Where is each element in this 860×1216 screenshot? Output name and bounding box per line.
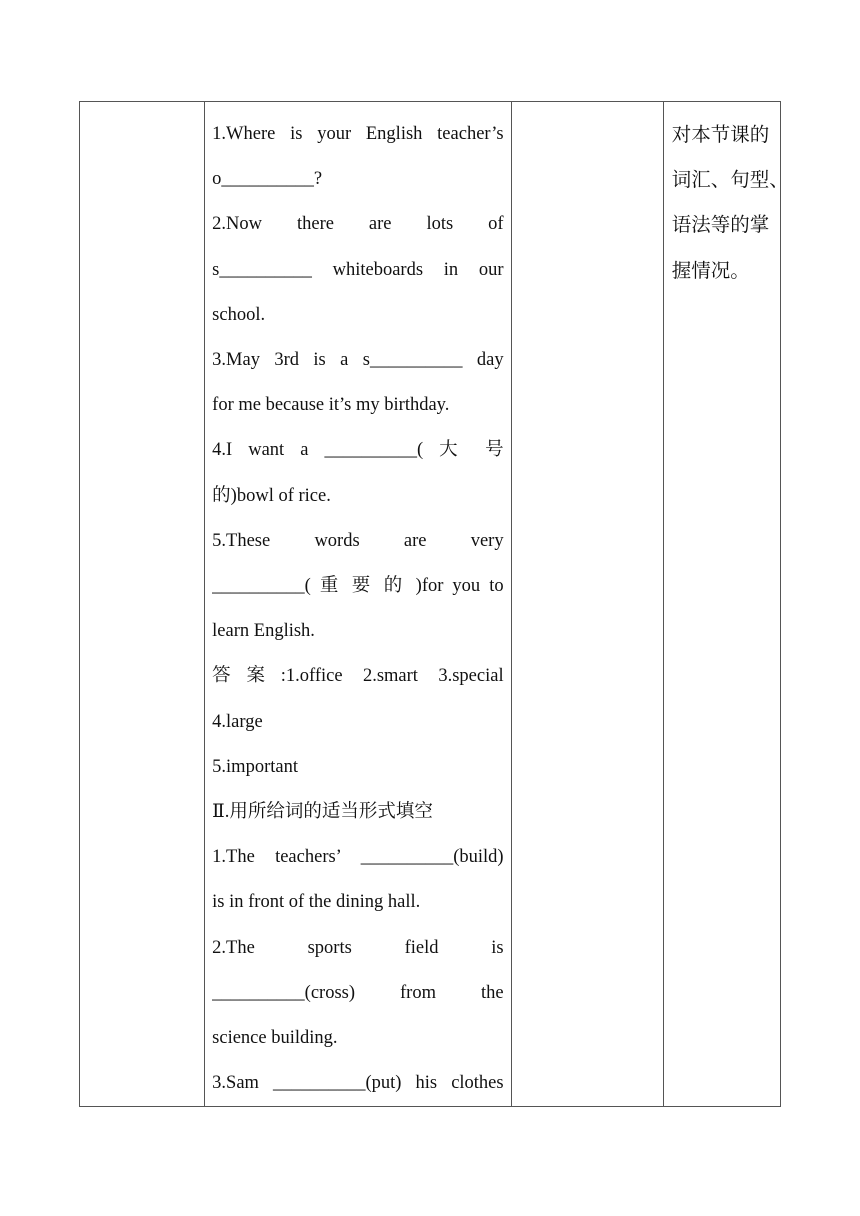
exercise-text <box>212 102 503 1106</box>
middle-empty-cell <box>511 102 663 1107</box>
exercise-line: 2.The sports field is <box>212 937 504 958</box>
exercise-line: 5.important <box>212 756 298 777</box>
exercise-line: __________(cross) from the <box>212 982 504 1003</box>
exercise-line: 的)bowl of rice. <box>212 485 331 506</box>
exercise-line: 2.Now there are lots of <box>212 214 504 235</box>
exercise-line: 3.May 3rd is a s__________ day <box>212 350 504 371</box>
exercise-line: s__________ whiteboards in our <box>212 259 504 280</box>
notes-line: 语法等的掌 <box>671 213 770 237</box>
exercise-line: __________( 重 要 的 )for you to <box>212 576 504 597</box>
left-empty-cell <box>80 102 205 1107</box>
exercise-line: o__________? <box>212 169 323 190</box>
exercise-line: 3.Sam __________(put) his clothes <box>212 1073 504 1094</box>
exercise-line: for me because it’s my birthday. <box>212 395 450 416</box>
worksheet-table <box>79 101 789 1107</box>
exercise-cell <box>205 102 511 1107</box>
exercise-line: is in front of the dining hall. <box>212 892 421 913</box>
notes-line: 握情况。 <box>671 258 750 282</box>
worksheet-row <box>80 102 781 1107</box>
exercise-line: 1.The teachers’ __________(build) <box>212 847 504 868</box>
exercise-line: 4.I want a __________( 大 号 <box>212 440 504 461</box>
notes-line: 词汇、句型、 <box>671 168 789 192</box>
exercise-line: science building. <box>212 1028 338 1049</box>
notes-line: 对本节课的 <box>671 123 770 146</box>
exercise-line: 5.These words are very <box>212 530 504 551</box>
exercise-line: 1.Where is your English teacher’s <box>212 124 504 144</box>
exercise-line: 答案:1.office 2.smart 3.special <box>212 666 504 687</box>
exercise-line: learn English. <box>212 621 315 642</box>
notes-text <box>671 102 789 293</box>
notes-cell <box>663 102 789 1107</box>
exercise-line: Ⅱ.用所给词的适当形式填空 <box>212 802 433 823</box>
exercise-line: school. <box>212 304 266 325</box>
exercise-line: 4.large <box>212 711 263 732</box>
